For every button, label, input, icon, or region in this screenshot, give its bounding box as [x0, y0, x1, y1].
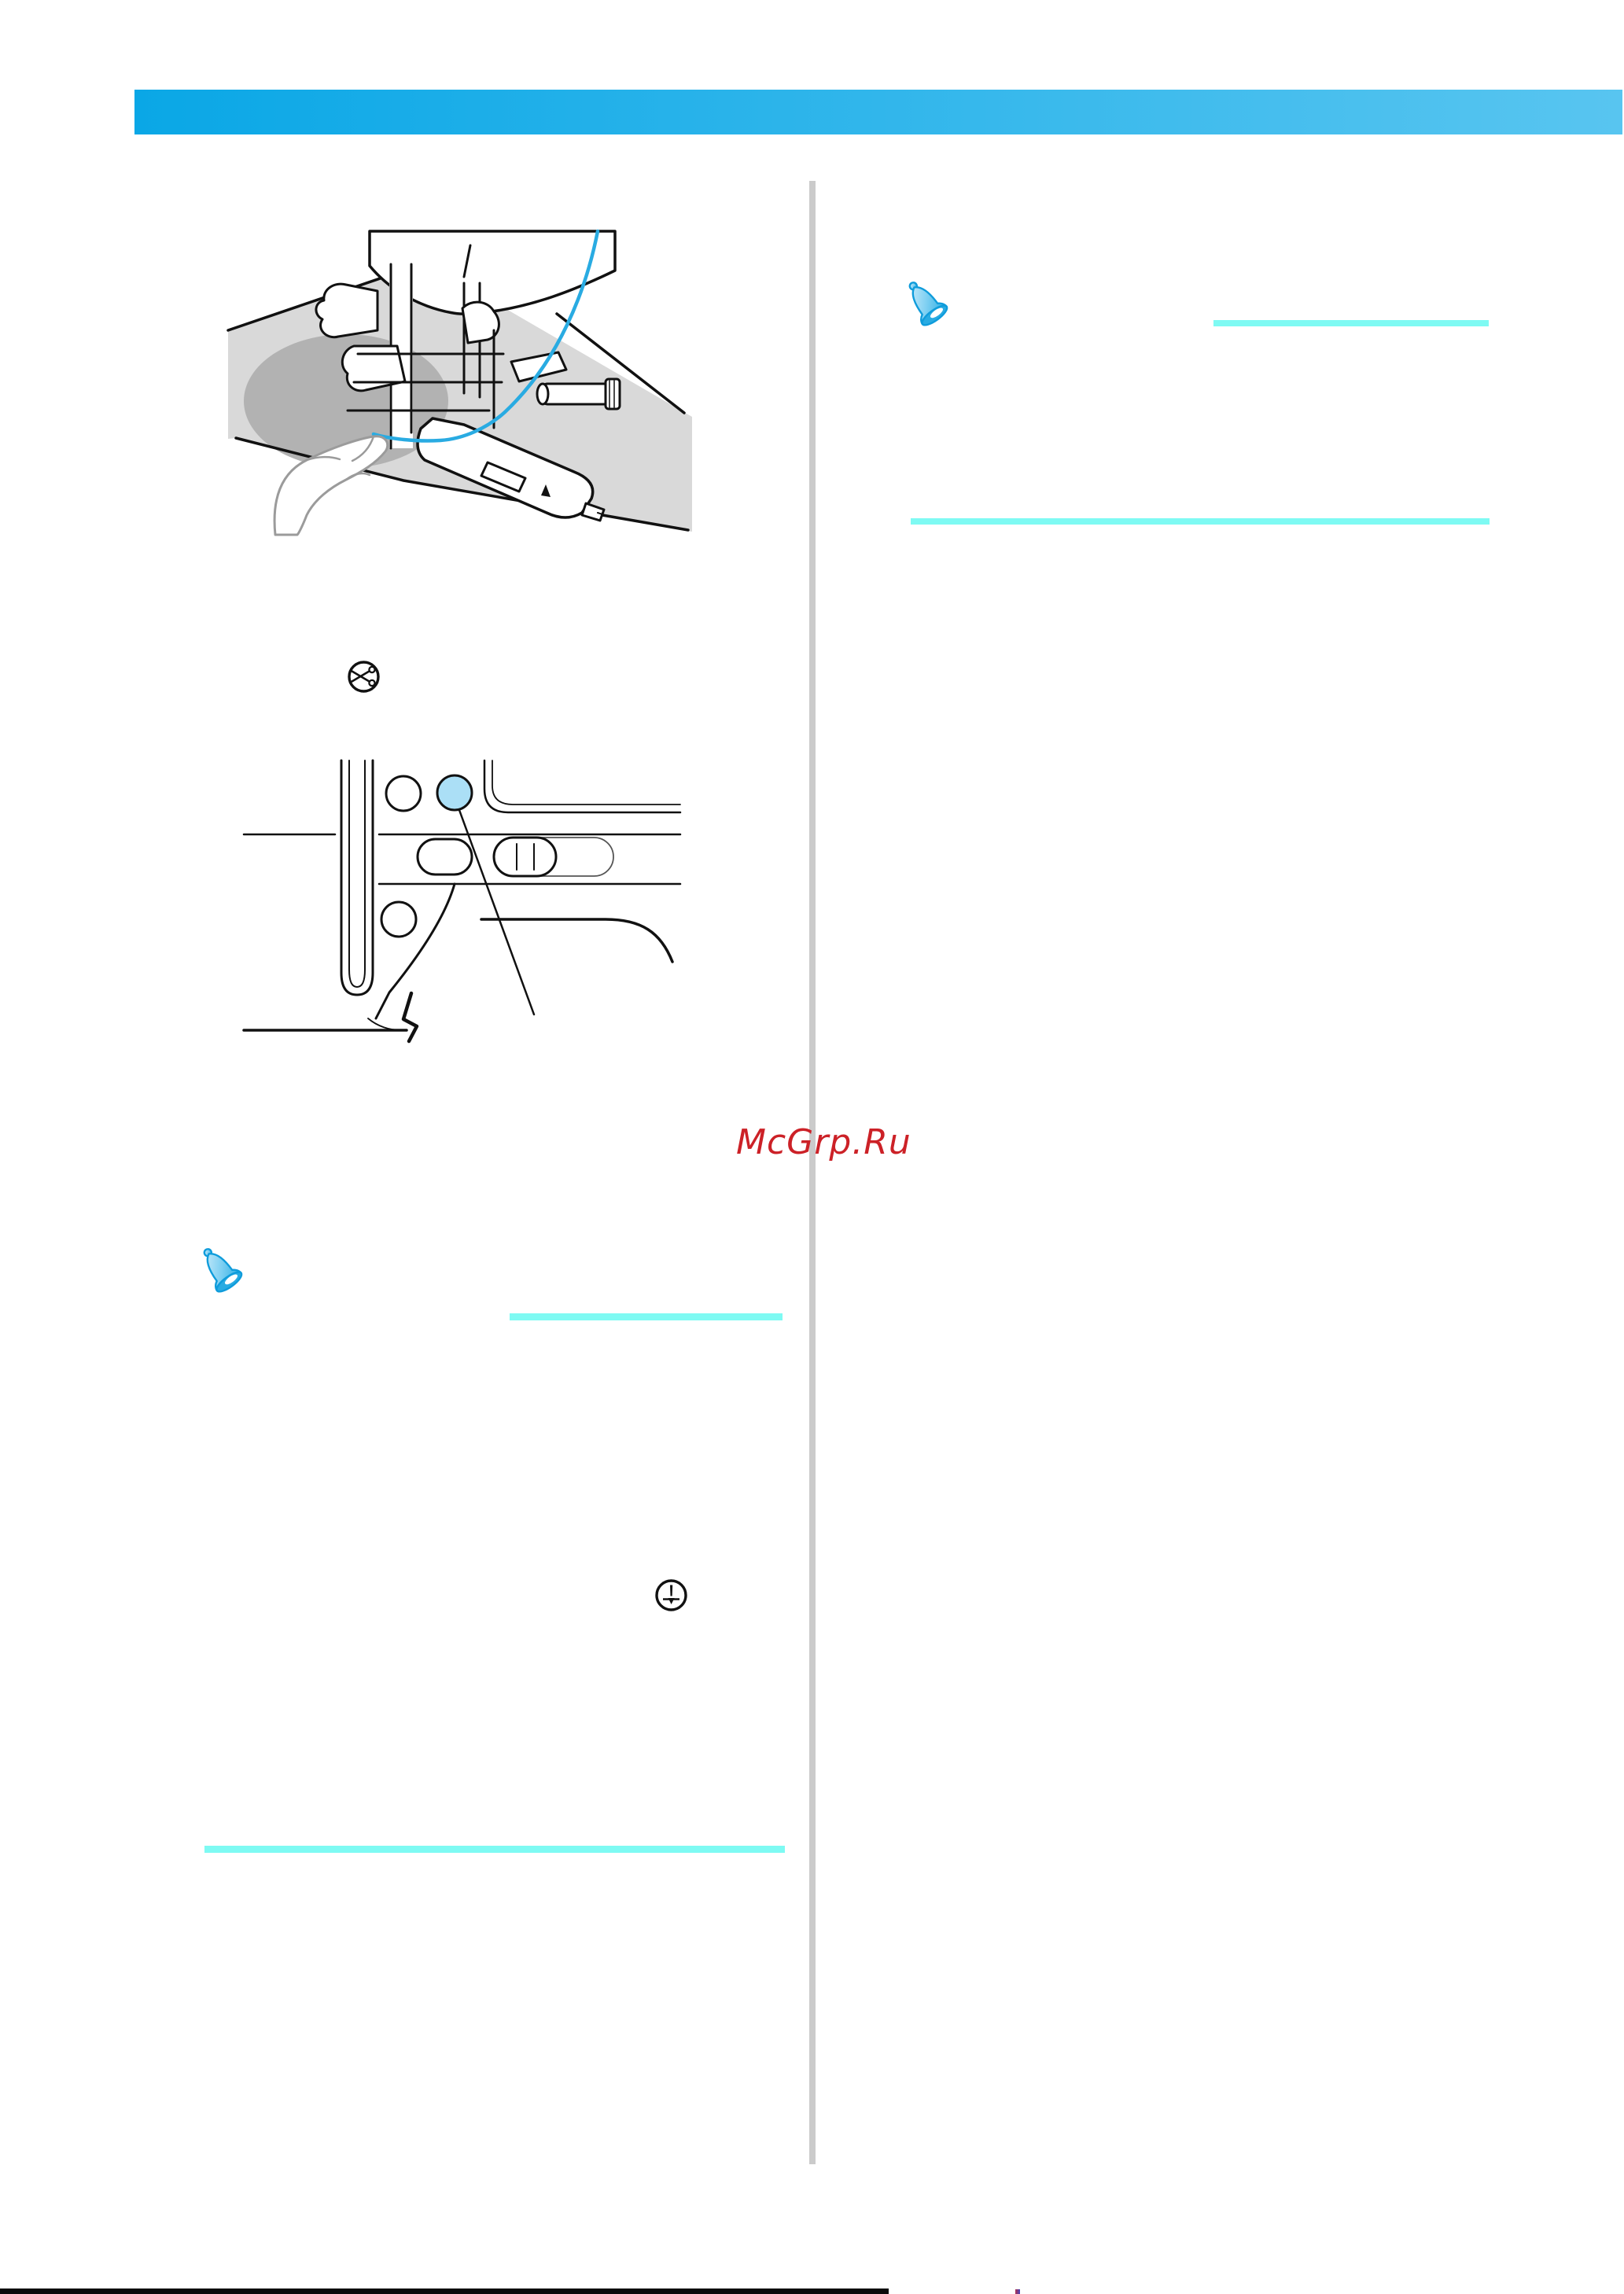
page-bottom-dot	[1015, 2289, 1020, 2294]
section-end-rule-left	[204, 1846, 785, 1853]
watermark-text: McGrp.Ru	[736, 1122, 911, 1162]
section-header-bar	[134, 90, 1622, 134]
figure-buttonhole-foot-thread	[228, 236, 692, 535]
note-bell-icon	[899, 274, 951, 330]
column-divider	[809, 181, 816, 2164]
section-end-rule-right	[911, 518, 1490, 525]
needle-position-icon	[654, 1578, 689, 1613]
figure-panel-thread-cutter-button	[244, 759, 680, 1042]
page-bottom-bar	[0, 2288, 889, 2294]
note-heading-underline	[1213, 320, 1489, 326]
thread-cutter-scissors-icon	[346, 659, 381, 694]
note-heading-underline	[510, 1313, 783, 1320]
thread-cutter-button-highlight	[437, 775, 472, 810]
note-bell-icon	[193, 1241, 245, 1296]
